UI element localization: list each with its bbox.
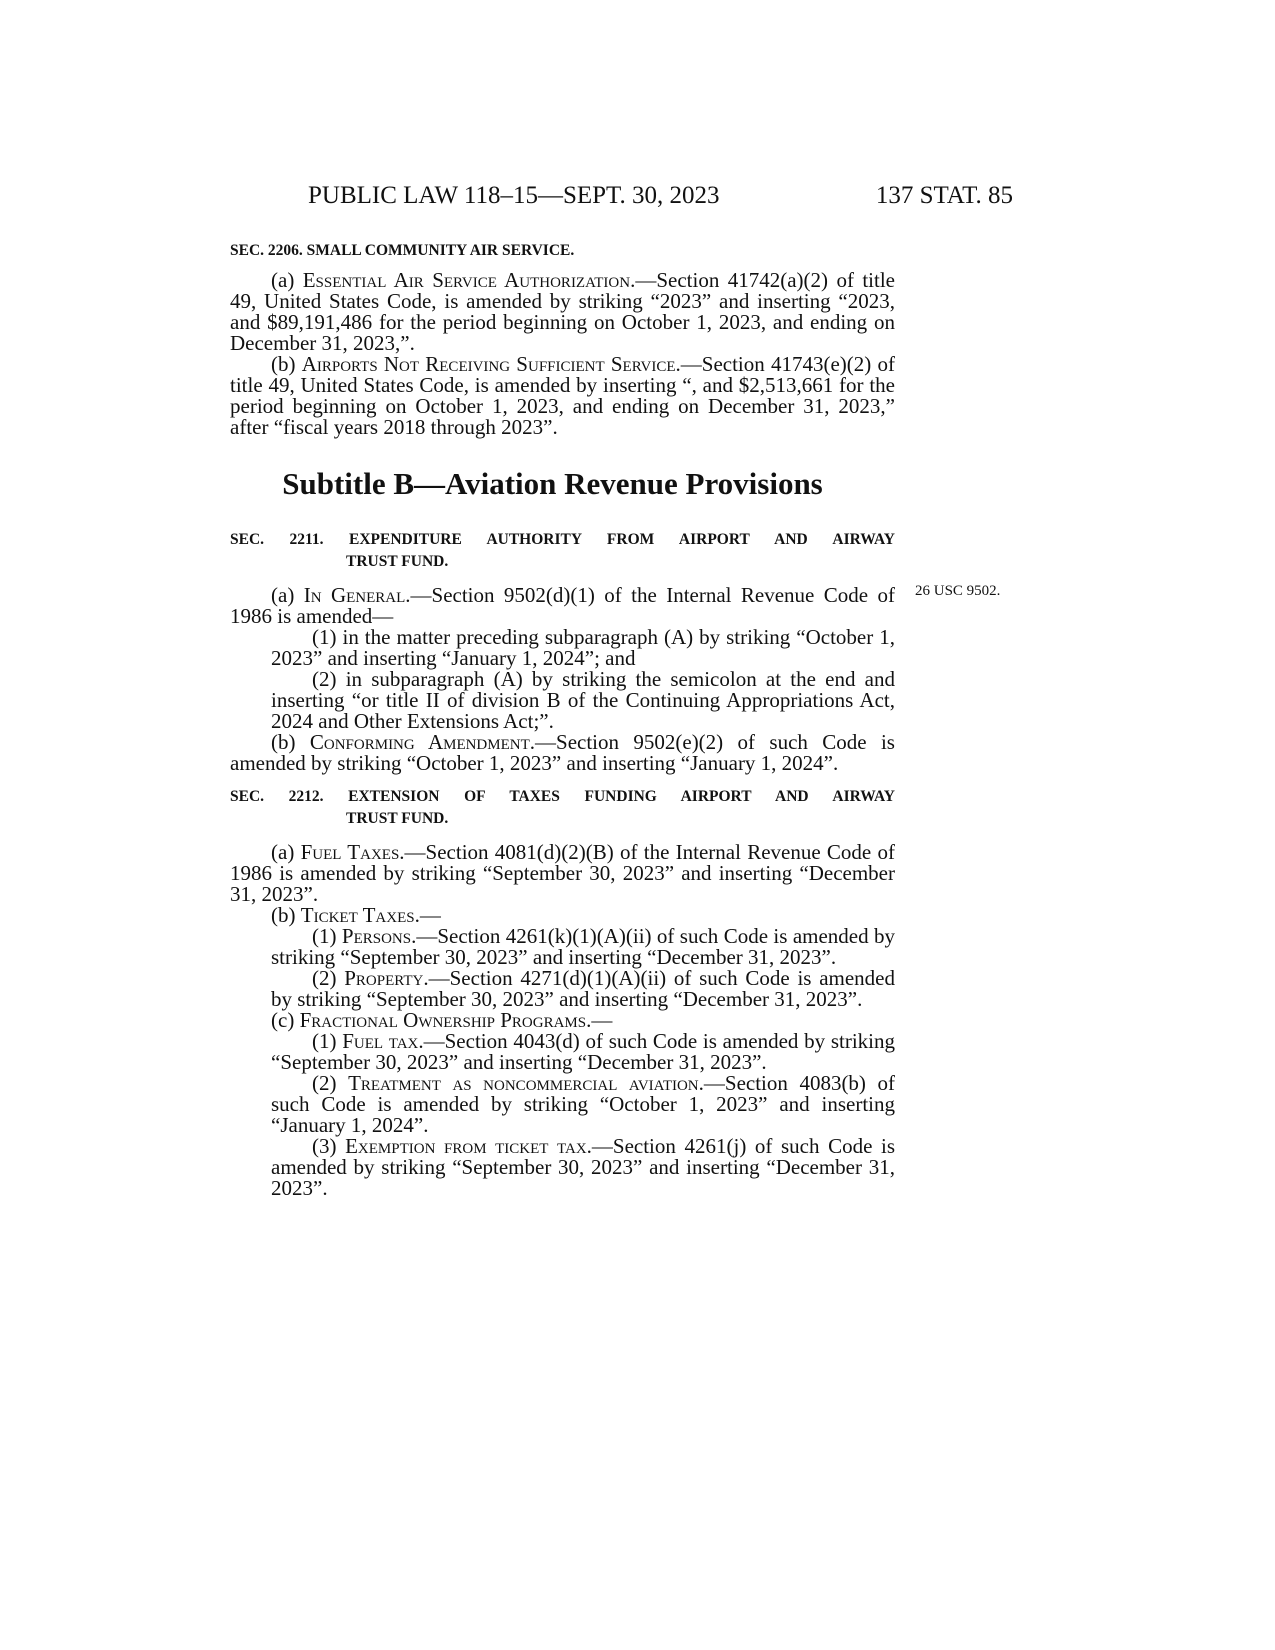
para-text: .—Section 9502(e)(2) of such Code is amended by striking “October 1, 2023” and inserting “January 1, 2024”.	[230, 730, 895, 775]
para-text: .—Section 41742(a)(2) of title 49, United States Code, is amended by striking “2023” and inserting “2023, and $89,191,486 for the period beginning on October 1, 2023, and ending on December 31, 2023,”.	[230, 268, 896, 355]
paragraph-2211-b	[230, 732, 895, 774]
para-label: (3)	[312, 1134, 337, 1158]
para-label: (1)	[312, 924, 337, 948]
para-label: (a)	[271, 583, 295, 607]
paragraph-2206-a	[230, 270, 895, 354]
running-header: PUBLIC LAW 118–15—SEPT. 30, 2023	[308, 182, 720, 209]
section-heading-2206: SEC. 2206. SMALL COMMUNITY AIR SERVICE.	[230, 242, 575, 259]
paragraph-2212-c2	[230, 1073, 895, 1136]
subtitle-heading: Subtitle B—Aviation Revenue Provisions	[282, 466, 823, 501]
heading-line-1: SEC. 2211. EXPENDITURE AUTHORITY FROM AIRPORT AND AIRWAY	[230, 531, 895, 548]
paragraph-2212-b2	[230, 968, 895, 1010]
para-title: Treatment as noncommercial aviation	[348, 1071, 699, 1095]
para-title: Conforming Amendment	[309, 730, 530, 754]
paragraph-2206-b	[230, 354, 895, 438]
para-label: (a)	[271, 840, 295, 864]
heading-line-2: TRUST FUND.	[346, 553, 449, 570]
para-label: (2)	[312, 966, 337, 990]
document-body	[230, 240, 895, 1199]
para-text: .—Section 4083(b) of such Code is amended by striking “October 1, 2023” and inserting “January 1, 2024”.	[271, 1071, 895, 1137]
para-text: .—Section 4081(d)(2)(B) of the Internal Revenue Code of 1986 is amended by striking “September 30, 2023” and inserting “December 31, 2023”.	[230, 840, 895, 906]
para-label: (c)	[271, 1008, 295, 1032]
para-text: .—	[586, 1008, 613, 1032]
para-text: .—Section 4043(d) of such Code is amended by striking “September 30, 2023” and inserting “December 31, 2023”.	[271, 1029, 896, 1074]
heading-line-2: TRUST FUND.	[346, 810, 449, 827]
paragraph-2211-a2: (2) in subparagraph (A) by striking the semicolon at the end and inserting “or title II of division B of the Continuing Appropriations Act, 2024 and Other Extensions Act;”.	[271, 667, 895, 733]
para-text: .—Section 4271(d)(1)(A)(ii) of such Code is amended by striking “September 30, 2023” and inserting “December 31, 2023”.	[271, 966, 895, 1011]
section-heading-2211	[230, 529, 895, 573]
section-heading-2212	[230, 786, 895, 830]
para-text: .—Section 9502(d)(1) of the Internal Revenue Code of 1986 is amended—	[230, 583, 895, 628]
para-label: (b)	[271, 352, 296, 376]
heading-line-1: SEC. 2212. EXTENSION OF TAXES FUNDING AIRPORT AND AIRWAY	[230, 788, 895, 805]
para-text: .—Section 4261(j) of such Code is amended by striking “September 30, 2023” and inserting “December 31, 2023”.	[271, 1134, 895, 1200]
para-title: Ticket Taxes	[300, 903, 415, 927]
para-text: .—Section 4261(k)(1)(A)(ii) of such Code is amended by striking “September 30, 2023” and inserting “December 31, 2023”.	[271, 924, 896, 969]
para-label: (b)	[271, 903, 296, 927]
para-label: (a)	[271, 268, 295, 292]
paragraph-2212-a	[230, 842, 895, 905]
paragraph-2212-b1	[230, 926, 895, 968]
paragraph-2211-a1: (1) in the matter preceding subparagraph (A) by striking “October 1, 2023” and inserting “January 1, 2024”; and	[271, 625, 895, 670]
para-title: Persons	[341, 924, 412, 948]
paragraph-2212-c	[230, 1010, 895, 1031]
para-title: Property	[344, 966, 424, 990]
para-label: (2)	[312, 1071, 337, 1095]
para-text: .—	[414, 903, 441, 927]
para-title: Fuel Taxes	[300, 840, 400, 864]
para-label: (b)	[271, 730, 296, 754]
para-text: .—Section 41743(e)(2) of title 49, United States Code, is amended by inserting “, and $2,513,661 for the period beginning on October 1, 2023, and ending on December 31, 2023,” after “fiscal years 2018 through 2023”.	[230, 352, 895, 439]
para-title: Exemption from ticket tax	[345, 1134, 587, 1158]
margin-note: 26 USC 9502.	[915, 583, 1001, 599]
para-title: Fractional Ownership Programs	[299, 1008, 587, 1032]
paragraph-2212-c1	[230, 1031, 895, 1073]
para-title: In General	[303, 583, 406, 607]
para-label: (1)	[312, 1029, 337, 1053]
para-title: Fuel tax	[342, 1029, 419, 1053]
para-title: Airports Not Receiving Sufficient Service	[301, 352, 676, 376]
page-citation: 137 STAT. 85	[875, 182, 1013, 209]
paragraph-2211-a	[230, 585, 895, 627]
para-title: Essential Air Service Authorization	[302, 268, 631, 292]
paragraph-2212-b	[230, 905, 895, 926]
paragraph-2212-c3	[230, 1136, 895, 1199]
